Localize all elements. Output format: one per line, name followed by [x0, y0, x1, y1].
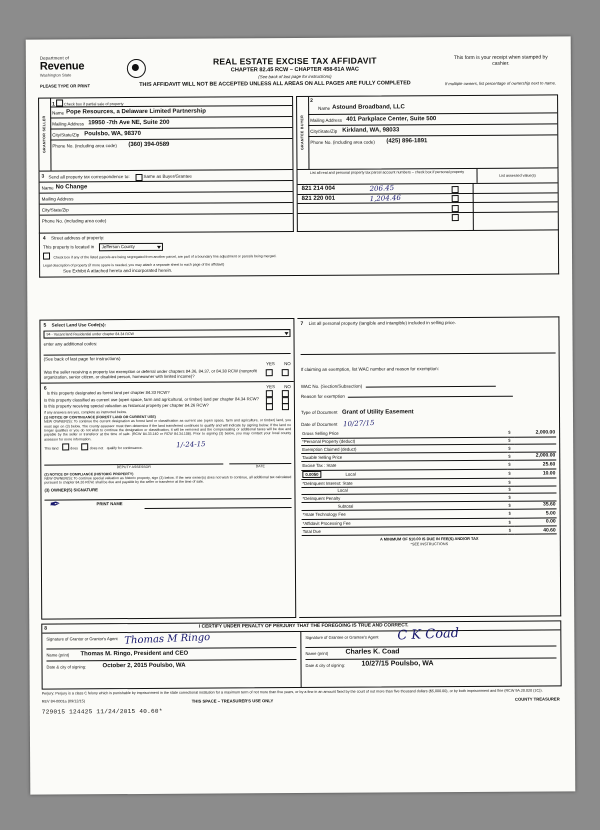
personal-property-checkbox[interactable] — [452, 205, 459, 212]
money-dollar: $ — [508, 470, 511, 476]
money-amount[interactable]: 40.60 — [543, 527, 556, 534]
money-amount[interactable]: 35.60 — [543, 501, 556, 508]
no-label: NO — [284, 383, 291, 389]
money-dollar: $ — [508, 519, 512, 525]
partial-sale-label: Check box if partial sale of property — [63, 101, 124, 106]
page-title: REAL ESTATE EXCISE TAX AFFIDAVIT — [212, 55, 377, 67]
chapter-line: CHAPTER 82.45 RCW – CHAPTER 458-61A WAC — [230, 66, 359, 74]
money-label: Gross Selling Price — [302, 430, 339, 437]
county-select[interactable] — [99, 243, 163, 251]
deputy-assessor-caption: DEPUTY ASSESSOR — [116, 465, 151, 470]
grantor-city-label: City/State/Zip — [52, 131, 80, 138]
section6-q1-text: Is this property designated as forest land per chapter 84.33 RCW? — [46, 389, 170, 396]
land-use-selected-value: 94 - Vacant land Residential under chapter 84.34 RCW — [46, 332, 134, 337]
chevron-down-icon — [157, 246, 161, 249]
grantor-print-name-caption: Name (print) — [46, 652, 70, 658]
grantee-phone-value[interactable]: (425) 896-1891 — [386, 137, 428, 144]
assessor-signature-row — [44, 457, 291, 470]
does-not-checkbox[interactable] — [81, 443, 88, 450]
notice-continuance-title: (1) NOTICE OF CONTINUANCE (FOREST LAND OR CURRENT USE) — [43, 414, 156, 420]
assessed-value-header: List assessed value(s) — [499, 173, 536, 178]
corr-city-label: City/State/Zip — [41, 206, 69, 213]
grantor-signature-mark: Thomas M Ringo — [124, 632, 211, 647]
money-dollar: $ — [508, 453, 511, 459]
yes-label: YES — [266, 383, 276, 389]
correspondence-and-parcels — [39, 168, 559, 233]
yes-label: YES — [266, 361, 275, 367]
section7-block — [297, 317, 559, 550]
grantor-city-value[interactable]: Poulsbo, WA, 98370 — [84, 130, 141, 137]
print-name-caption: PRINT NAME — [96, 500, 123, 506]
section5-block — [40, 319, 293, 382]
section4-number: 4 — [42, 235, 46, 242]
reason-input[interactable] — [348, 389, 513, 398]
grantee-name-label: Name — [318, 105, 331, 111]
parcel-handwritten-value: 1,204.46 — [369, 193, 401, 203]
section7-number: 7 — [300, 320, 304, 327]
money-amount[interactable]: 2,000.00 — [535, 429, 556, 436]
grantor-box — [38, 96, 293, 172]
money-label: Excise Tax : State — [302, 462, 337, 469]
send-correspondence-label: Send all property tax correspondence to: — [48, 174, 130, 180]
grantee-city-value[interactable]: Kirkland, WA, 98033 — [342, 126, 400, 134]
land-use-and-notices-box — [39, 318, 296, 620]
money-amount[interactable]: 2,000.00 — [535, 452, 556, 459]
date-of-document-value[interactable]: 10/27/15 — [342, 419, 375, 429]
section5-yes-checkbox[interactable] — [266, 369, 273, 376]
additional-codes-input[interactable] — [44, 346, 291, 356]
assessor-date-caption: DATE — [255, 464, 265, 469]
money-amount[interactable]: 5.00 — [545, 510, 556, 517]
grantor-print-name-value[interactable]: Thomas M. Ringo, President and CEO — [80, 650, 189, 658]
grantee-name-value[interactable]: Astound Broadband, LLC — [332, 104, 405, 111]
section6-q3-no-checkbox[interactable] — [282, 403, 289, 410]
grantee-phone-row — [308, 135, 557, 149]
partial-sale-checkbox[interactable] — [56, 99, 63, 106]
money-amount[interactable]: 10.00 — [542, 470, 556, 477]
section6-q3-checkboxes — [258, 403, 289, 411]
parcel-header: List all real and personal property tax parcel account numbers – check box if personal property — [298, 169, 478, 184]
excise-tax-affidavit — [38, 50, 562, 783]
grantee-city-label: City/State/Zip — [310, 128, 338, 134]
wac-input[interactable] — [366, 379, 496, 388]
grantee-date-value[interactable]: 10/27/15 Poulsbo, WA — [361, 660, 434, 668]
located-in-label: This property is located in — [42, 244, 95, 250]
grantor-signature-row[interactable] — [46, 634, 296, 650]
money-dollar: $ — [508, 445, 511, 451]
money-label: Taxable Selling Price — [302, 454, 343, 460]
correspondence-box — [39, 170, 294, 234]
corr-phone-label: Phone No. (including area code) — [41, 217, 107, 224]
no-label: NO — [284, 361, 291, 367]
money-label: Exemption Claimed (deduct) — [302, 446, 357, 452]
see-back-note: (See back of last page for instructions) — [43, 355, 121, 362]
corr-name-label: Name — [41, 185, 54, 191]
grantor-date-caption: Date & city of signing: — [46, 664, 87, 670]
grantee-date-row — [305, 658, 556, 671]
grantor-date-row — [46, 660, 296, 673]
county-value: Jefferson County — [101, 244, 135, 250]
see-instructions-note: *SEE INSTRUCTIONS — [410, 542, 449, 547]
section6-q3-text: Is this property receiving special valuation as historical property per chapter 84.26 RCW? — [43, 402, 209, 409]
exemption-note: If claiming an exemption, list WAC number and reason for exemption: — [300, 365, 439, 372]
treasurer-stamp: 729015 124425 11/24/2015 40.60* — [41, 707, 163, 716]
this-land-label: This land — [44, 446, 59, 451]
grantor-date-value[interactable]: October 2, 2015 Poulsbo, WA — [102, 662, 186, 670]
document-header — [38, 50, 558, 97]
grantor-mailing-value[interactable]: 19950 -7th Ave NE, Suite 200 — [88, 119, 170, 126]
does-label: does — [70, 446, 78, 451]
money-dollar: $ — [508, 502, 511, 508]
money-label: *Delinquent Interest: State — [302, 480, 353, 486]
form-revision: REV 84-0001a (09/12/15) — [41, 698, 86, 704]
scanned-document-page — [26, 36, 576, 794]
treasurer-space-label: THIS SPACE – TREASURER'S USE ONLY — [191, 697, 274, 704]
section5-no-checkbox[interactable] — [282, 369, 289, 376]
segregation-label: Check box if any of the listed parcels are being segregated from another parcel, are part of a boundary line adjustment or parcels being merged. — [53, 254, 277, 260]
does-not-label: does not — [89, 446, 104, 451]
land-use-label: Select Land Use Code(s): — [51, 322, 106, 328]
personal-property-label: List all personal property (tangible and intangible) included in selling price. — [308, 320, 457, 326]
print-name-line[interactable] — [145, 507, 292, 509]
date-of-document-row — [301, 419, 556, 431]
property-address-section — [39, 230, 559, 277]
section6-q3-yes-checkbox[interactable] — [266, 403, 273, 410]
state-label: Washington State — [39, 71, 72, 78]
grantee-mailing-value[interactable]: 401 Parkplace Center, Suite 500 — [346, 115, 437, 123]
grantee-print-name-caption: Name (print) — [305, 650, 329, 656]
owner-signature-line[interactable] — [45, 498, 292, 501]
does-checkbox[interactable] — [62, 444, 69, 451]
grantor-name-label: Name — [52, 109, 65, 116]
grantee-certify-block — [301, 625, 560, 687]
section6-number: 6 — [43, 385, 47, 392]
section5-question — [44, 368, 291, 380]
instructions-note: (See back of last page for instructions) — [258, 73, 332, 79]
parcel-number[interactable]: 821 214 004 — [301, 185, 336, 192]
same-as-buyer-checkbox[interactable] — [136, 174, 143, 181]
please-type-note: PLEASE TYPE OR PRINT — [39, 83, 91, 89]
money-dollar: $ — [508, 429, 511, 435]
grantee-phone-label: Phone No. (including area code) — [310, 139, 375, 145]
legal-description-value[interactable]: See Exhibit A attached hereto and incorporated herein. — [63, 268, 173, 274]
handwritten-assessor-date: 1/-24-15 — [176, 440, 206, 450]
grantee-signature-row[interactable] — [305, 625, 556, 648]
money-label: Subtotal — [337, 503, 354, 509]
perjury-note: Perjury: Perjury is a class C felony which is punishable by imprisonment in the state correctional institution for a maximum term of not more than five years, or by a fine in an amount fixed by the court of not more than five thousand dollars ($5,000.00), or by both imprisonment and fine (RCW 9A.20.020 (1C)). — [41, 688, 543, 696]
owner-signature-caption: (3) OWNER(S) SIGNATURE — [44, 486, 98, 493]
grantee-mailing-label: Mailing Address — [310, 117, 342, 123]
notice-compliance-body: NEW OWNER(S): To continue special valuation as historic property, sign (3) below. If the new owner(s) does not wish to continue, all additional tax calculated pursuant to chapter 84.26 RCW, shall be due and payable by the seller or transferor at the time of sale. — [44, 474, 292, 485]
not-accepted-warning: THIS AFFIDAVIT WILL NOT BE ACCEPTED UNLESS ALL AREAS ON ALL PAGES ARE FULLY COMPLETED — [139, 80, 411, 88]
type-of-document-label: Type of Document — [300, 409, 338, 416]
money-amount[interactable]: 25.60 — [542, 461, 556, 468]
grantor-name-value[interactable]: Pope Resources, a Delaware Limited Partnership — [66, 108, 206, 115]
owner-signature-mark: ✒︎ — [47, 496, 60, 513]
money-label: *State Technology Fee — [302, 511, 346, 518]
notice-continuance-body: NEW OWNER(S): To continue the current designation as forest land or classification as current use (open space, farm and agriculture, or timber) land, you must sign on (3) below. The county assessor must then determine if the land transferred continues to qualify and will indicate by signing below. If the land no longer qualifies or you do not wish to continue the designation or classification, it will be removed and the compensating or additional taxes will be due and payable by the seller or transferor at the time of sale. (RCW 84.33.140 or RCW 84.34.108). Prior to signing (3) below, you may contact your local county assessor for more information. — [44, 418, 292, 442]
grantee-fields — [308, 95, 557, 169]
corr-name-value[interactable]: No Change — [55, 183, 88, 190]
grantor-certify-block — [42, 632, 301, 689]
state-seal-icon — [127, 59, 146, 78]
personal-property-checkbox[interactable] — [452, 214, 459, 221]
segregation-checkbox[interactable] — [43, 253, 50, 260]
department-label: Department of — [39, 55, 69, 61]
parcel-row — [298, 211, 558, 222]
personal-property-and-tax-box — [297, 316, 561, 618]
legal-description-label: Legal description of property (if more space is needed, you may attach a separate sheet to each page of the affidavit) — [43, 262, 225, 268]
money-dollar: $ — [508, 486, 511, 492]
money-dollar: $ — [508, 461, 511, 467]
grantor-fields — [50, 97, 292, 170]
money-dollar: $ — [508, 494, 511, 500]
minimum-fee-note: A MINIMUM OF $10.00 IS DUE IN FEE(S) AND/OR TAX — [380, 536, 479, 542]
money-label: Local — [337, 487, 348, 493]
grantor-phone-value[interactable]: (360) 394-0589 — [128, 141, 170, 148]
grantee-date-caption: Date & city of signing: — [305, 662, 346, 668]
date-of-document-label: Date of Document — [301, 421, 338, 428]
grantee-signature-caption: Signature of Grantee or Grantee's Agent — [305, 634, 379, 640]
section5-question-text: Was the seller receiving a property tax exemption or deferral under chapters 84.36, 84.37, or 84.38 RCW (nonprofit organization, senior citizen, or disabled person, homeowner with limited income)? — [43, 368, 257, 380]
grantee-signature-mark: C K Coad — [397, 625, 460, 644]
owner-signature-block — [44, 484, 291, 512]
qualify-label: qualify for continuance. — [106, 446, 143, 451]
parcel-box — [297, 168, 559, 232]
section5-number: 5 — [43, 322, 47, 329]
money-amount[interactable]: 0.00 — [545, 518, 556, 525]
wac-label: WAC No. (Section/Subsection) — [300, 383, 363, 390]
lower-sections — [39, 316, 561, 619]
section8-number: 8 — [44, 625, 48, 632]
title-block — [170, 55, 420, 80]
reason-row — [301, 389, 556, 401]
grantor-signature-caption: Signature of Grantor or Grantor's Agent — [46, 636, 118, 642]
money-row — [302, 526, 557, 536]
parties-section — [38, 94, 558, 171]
section6-block — [41, 381, 295, 514]
receipt-note: This form is your receipt when stamped by cashier. — [453, 54, 548, 68]
grantor-section-number: 1 — [52, 100, 55, 108]
parcel-number[interactable]: 821 220 001 — [301, 195, 336, 202]
land-use-select[interactable] — [43, 329, 290, 339]
money-label: *Delinquent Penalty — [302, 495, 341, 501]
money-dollar: $ — [508, 479, 511, 485]
document-footer — [41, 696, 562, 716]
qualify-row — [44, 442, 291, 453]
street-address-label: Street address of property: — [51, 235, 105, 241]
money-label: Total Due — [302, 528, 321, 535]
grantee-band-label: GRANTEE BUYER — [299, 115, 304, 151]
chevron-down-icon — [284, 332, 288, 335]
grantor-mailing-label: Mailing Address — [52, 120, 85, 127]
grantor-phone-row — [50, 139, 292, 152]
grantee-name-row — [308, 95, 557, 115]
county-treasurer-label: COUNTY TREASURER — [514, 696, 560, 702]
section6-q2-text: Is this property classified as current use (open space, farm and agricultural, or timber) land per chapter 84.34 RCW? — [43, 395, 259, 403]
tax-calculation-table — [301, 429, 557, 537]
corr-phone-row — [40, 214, 293, 234]
money-dollar: $ — [508, 527, 512, 533]
if-any-yes-note: If any answers are yes, complete as instructed below. — [43, 409, 127, 415]
money-label: *Affidavit Processing Fee — [302, 520, 351, 526]
corr-mailing-label: Mailing Address — [41, 195, 74, 202]
certify-title-text: I CERTIFY UNDER PENALTY OF PERJURY THAT THE FOREGOING IS TRUE AND CORRECT. — [198, 623, 409, 630]
revenue-label: Revenue — [39, 59, 85, 73]
personal-property-input[interactable] — [300, 326, 555, 355]
grantor-phone-label: Phone No. (including area code) — [52, 142, 117, 149]
personal-property-checkbox[interactable] — [452, 195, 459, 202]
grantee-box — [296, 94, 558, 170]
grantee-section-number: 2 — [310, 97, 313, 104]
local-rate-value[interactable]: 0.0050 — [302, 471, 321, 478]
multiple-owners-note: If multiple owners, list percentage of ownership next to name. — [444, 80, 556, 87]
money-label: Local — [345, 471, 356, 477]
same-as-buyer-label: Same as Buyer/Grantee — [143, 173, 192, 179]
certification-section — [41, 620, 561, 689]
grantee-print-name-value[interactable]: Charles K. Coad — [345, 648, 400, 656]
section3-number: 3 — [41, 173, 45, 180]
section5-answer-checkboxes — [258, 369, 289, 377]
grantor-band-label: GRANTOR SELLER — [41, 115, 46, 154]
money-label: *Personal Property (deduct) — [302, 438, 356, 445]
notice-compliance-title: (2) NOTICE OF COMPLIANCE (HISTORIC PROPERTY) — [44, 471, 134, 477]
money-dollar: $ — [508, 437, 511, 443]
money-dollar: $ — [508, 510, 512, 516]
reason-label: Reason for exemption — [300, 393, 345, 400]
type-of-document-value[interactable]: Grant of Utility Easement — [341, 409, 414, 416]
agency-logo — [40, 55, 160, 77]
parcel-handwritten-value: 206.45 — [369, 184, 395, 193]
additional-codes-label: enter any additional codes: — [43, 341, 98, 347]
personal-property-checkbox[interactable] — [452, 186, 459, 193]
